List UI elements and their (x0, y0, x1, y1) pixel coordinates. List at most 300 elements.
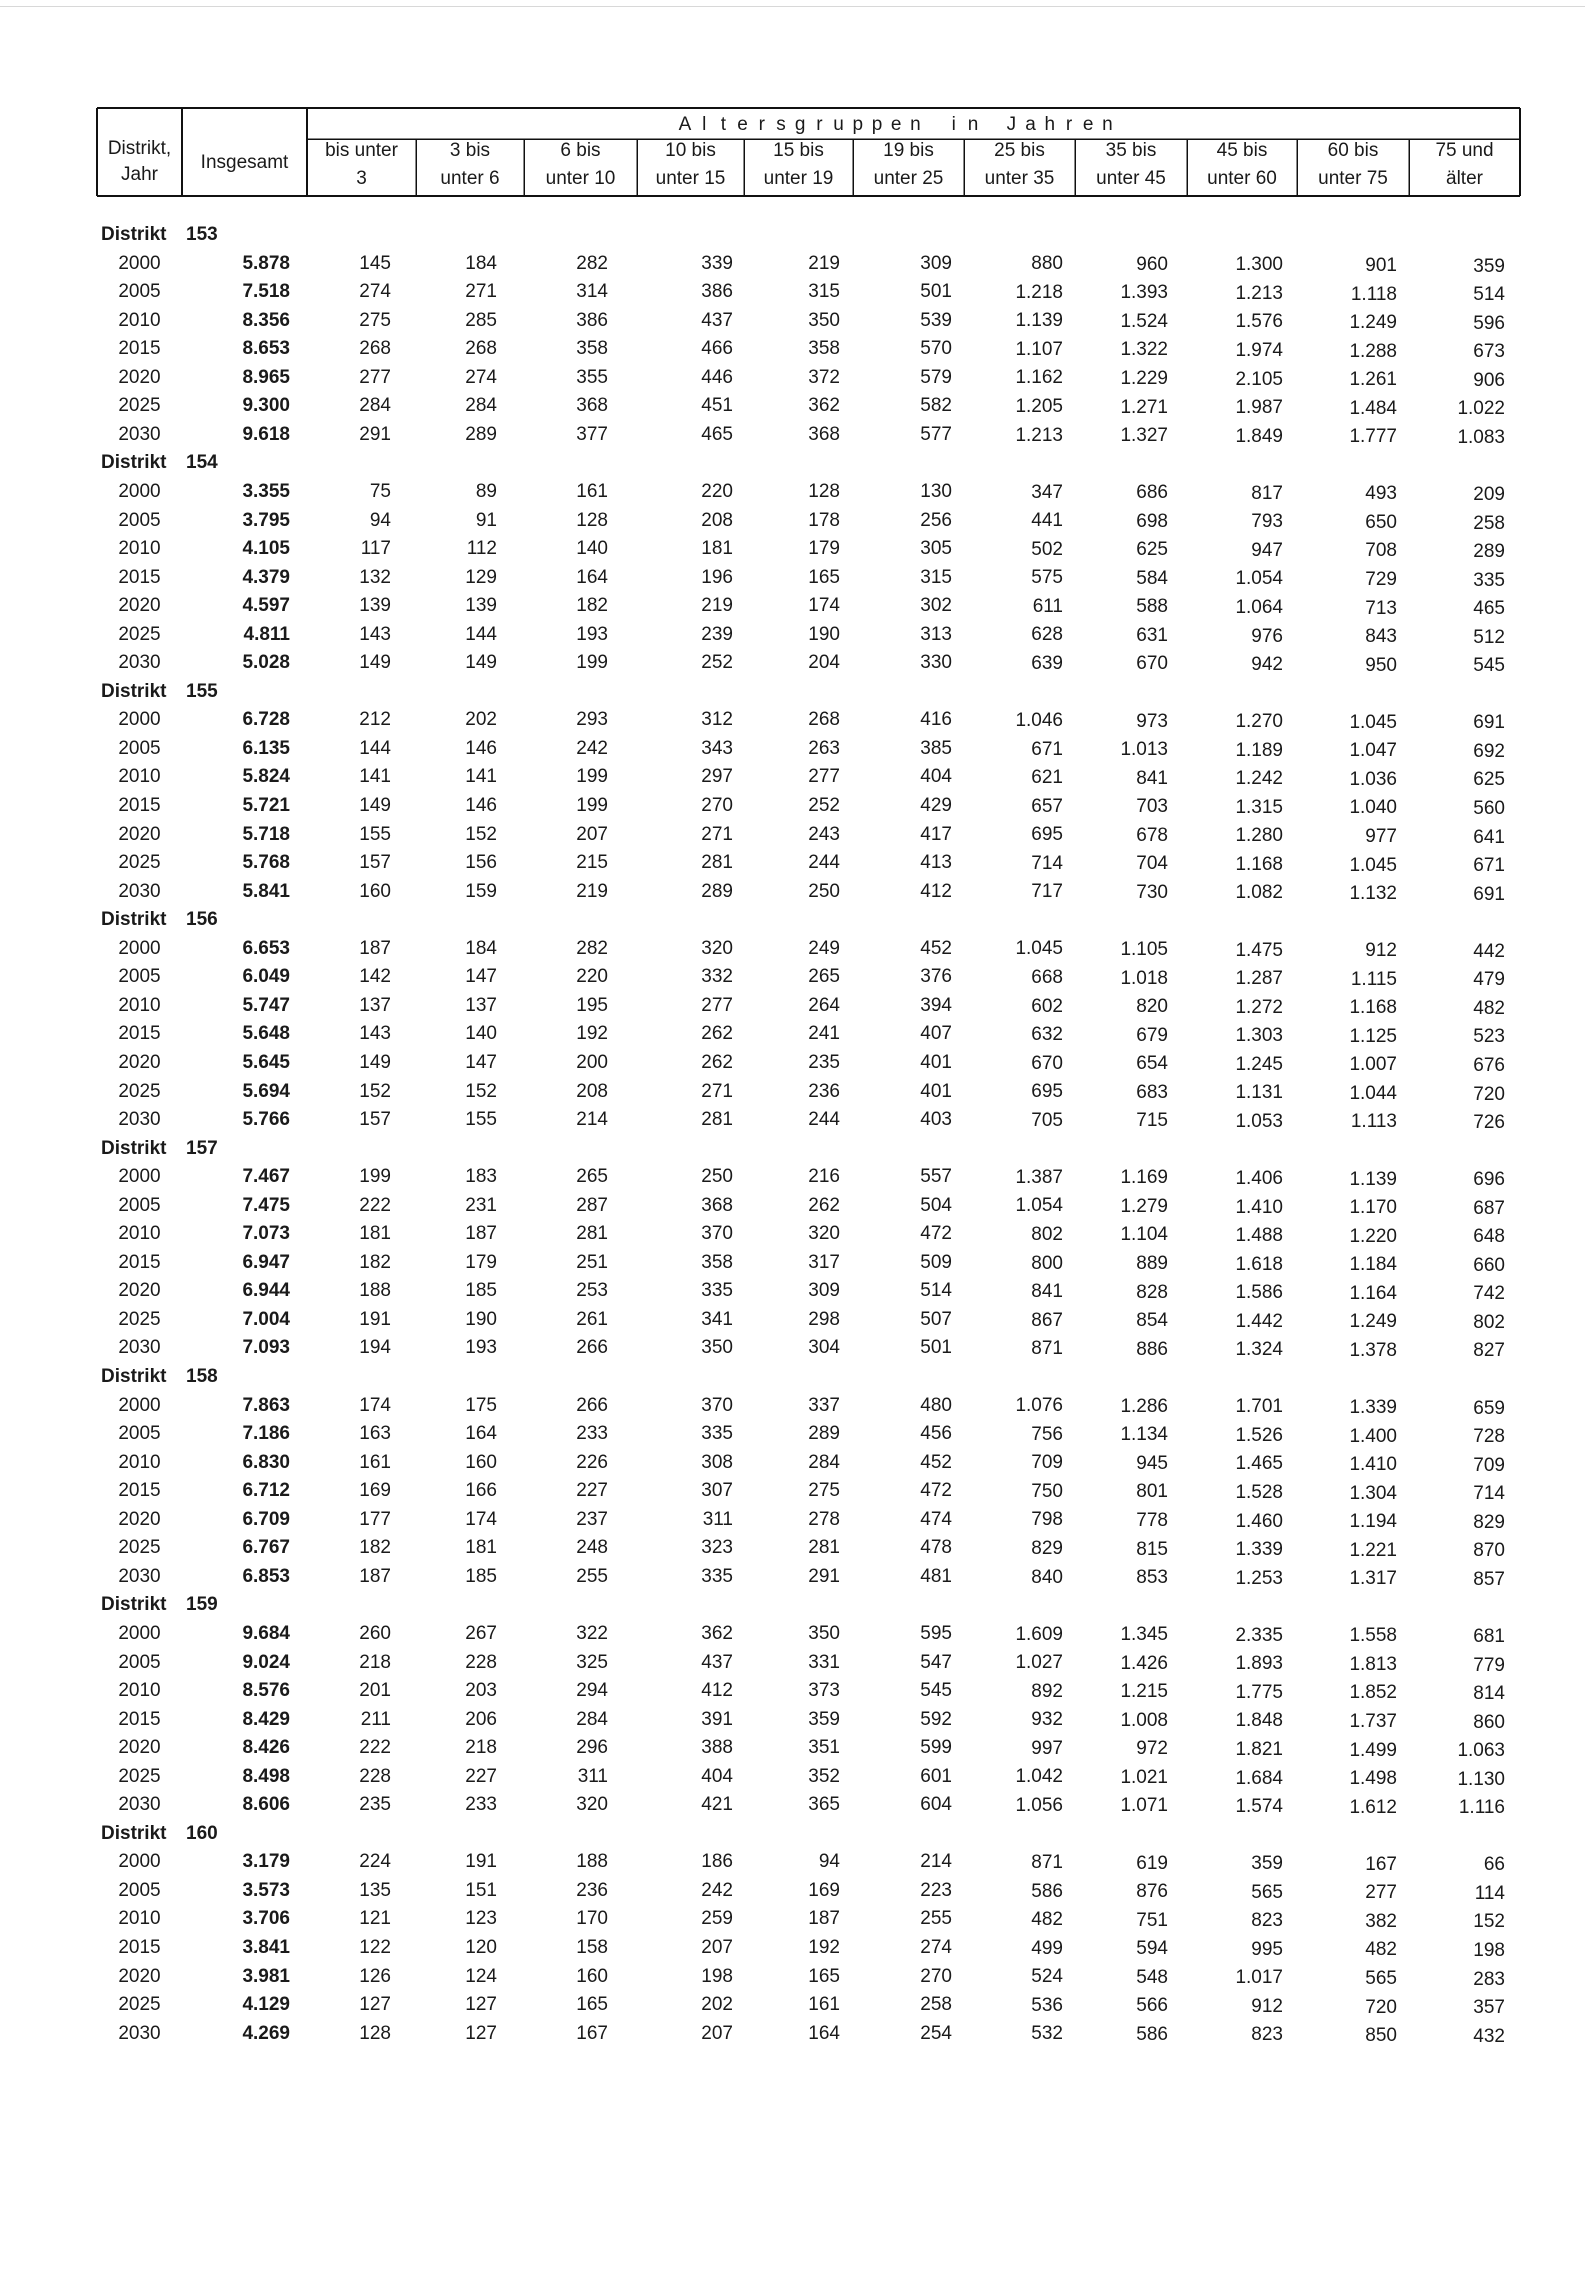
row-total: 3.355 (242, 480, 290, 502)
header-age-column-line2: unter 60 (1207, 168, 1277, 189)
row-age-value: 671 (1473, 855, 1505, 877)
row-age-value: 281 (808, 1537, 840, 1559)
row-age-value: 601 (920, 1765, 952, 1787)
row-age-value: 182 (359, 1251, 391, 1273)
row-age-value: 186 (701, 1851, 733, 1873)
row-year: 2005 (118, 737, 161, 759)
row-age-value: 394 (920, 994, 952, 1016)
row-age-value: 1.105 (1120, 938, 1168, 960)
row-age-value: 227 (465, 1765, 497, 1787)
row-total: 7.863 (242, 1394, 290, 1416)
header-age-groups-title-letter: u (833, 114, 844, 135)
row-age-value: 412 (920, 880, 952, 902)
row-age-value: 121 (359, 1908, 391, 1930)
row-age-value: 252 (701, 652, 733, 674)
row-age-value: 271 (701, 823, 733, 845)
row-age-value: 226 (576, 1451, 608, 1473)
row-age-value: 1.125 (1349, 1025, 1397, 1047)
row-age-value: 152 (465, 1080, 497, 1102)
row-total: 4.129 (242, 1994, 290, 2016)
row-age-value: 126 (359, 1965, 391, 1987)
row-year: 2030 (118, 2022, 161, 2044)
row-age-value: 639 (1031, 652, 1063, 674)
row-age-value: 886 (1136, 1338, 1168, 1360)
row-age-value: 220 (701, 480, 733, 502)
row-year: 2025 (118, 1994, 161, 2016)
row-age-value: 1.612 (1349, 1796, 1397, 1818)
row-total: 9.684 (242, 1622, 290, 1644)
row-age-value: 1.442 (1235, 1310, 1283, 1332)
row-age-value: 1.194 (1349, 1511, 1397, 1533)
row-year: 2020 (118, 1737, 161, 1759)
header-district-year-line2: Jahr (121, 164, 158, 185)
row-age-value: 266 (576, 1337, 608, 1359)
row-age-value: 1.046 (1015, 710, 1063, 732)
row-total: 7.004 (242, 1308, 290, 1330)
row-age-value: 339 (701, 252, 733, 274)
row-age-value: 932 (1031, 1709, 1063, 1731)
row-total: 4.811 (243, 623, 290, 645)
row-age-value: 876 (1136, 1881, 1168, 1903)
row-age-value: 867 (1031, 1309, 1063, 1331)
row-age-value: 317 (808, 1251, 840, 1273)
row-age-value: 309 (808, 1280, 840, 1302)
row-age-value: 1.345 (1120, 1624, 1168, 1646)
row-age-value: 262 (701, 1051, 733, 1073)
row-age-value: 179 (808, 538, 840, 560)
row-age-value: 382 (1365, 1910, 1397, 1932)
row-age-value: 190 (808, 623, 840, 645)
row-age-value: 239 (701, 623, 733, 645)
row-age-value: 391 (701, 1708, 733, 1730)
row-age-value: 1.113 (1350, 1111, 1397, 1133)
row-age-value: 223 (920, 1879, 952, 1901)
row-age-value: 901 (1365, 254, 1397, 276)
row-age-value: 545 (1473, 655, 1505, 677)
row-age-value: 1.270 (1235, 711, 1283, 733)
row-age-value: 1.013 (1120, 739, 1168, 761)
row-year: 2005 (118, 1194, 161, 1216)
row-age-value: 416 (920, 709, 952, 731)
row-total: 6.944 (242, 1280, 290, 1302)
row-age-value: 2.335 (1235, 1624, 1283, 1646)
row-age-value: 678 (1136, 824, 1168, 846)
row-age-value: 144 (359, 737, 391, 759)
row-age-value: 945 (1136, 1452, 1168, 1474)
district-number: 155 (186, 680, 218, 702)
row-age-value: 152 (359, 1080, 391, 1102)
row-total: 5.878 (242, 252, 290, 274)
row-age-value: 255 (576, 1565, 608, 1587)
row-age-value: 599 (920, 1737, 952, 1759)
row-age-value: 224 (359, 1851, 391, 1873)
row-age-value: 912 (1251, 1995, 1283, 2017)
row-age-value: 742 (1473, 1283, 1505, 1305)
row-total: 5.028 (242, 652, 290, 674)
row-age-value: 478 (920, 1537, 952, 1559)
row-age-value: 241 (808, 1023, 840, 1045)
row-age-value: 1.071 (1120, 1795, 1168, 1817)
row-age-value: 211 (360, 1708, 391, 1730)
row-age-value: 1.040 (1349, 797, 1397, 819)
row-age-value: 827 (1473, 1340, 1505, 1362)
row-age-value: 147 (465, 966, 497, 988)
row-age-value: 347 (1031, 481, 1063, 503)
row-age-value: 1.410 (1235, 1196, 1283, 1218)
row-age-value: 233 (465, 1794, 497, 1816)
row-age-value: 195 (576, 994, 608, 1016)
row-age-value: 302 (920, 595, 952, 617)
row-age-value: 1.229 (1120, 367, 1168, 389)
row-age-value: 215 (576, 852, 608, 874)
header-age-groups-title-letter: e (1082, 114, 1094, 135)
row-total: 7.073 (242, 1223, 290, 1245)
row-age-value: 1.339 (1235, 1539, 1283, 1561)
row-age-value: 236 (808, 1080, 840, 1102)
row-age-value: 289 (1473, 541, 1505, 563)
row-age-value: 287 (576, 1194, 608, 1216)
row-year: 2025 (118, 623, 161, 645)
row-year: 2025 (118, 852, 161, 874)
row-age-value: 343 (701, 737, 733, 759)
row-total: 8.356 (242, 309, 290, 331)
row-total: 7.467 (242, 1166, 290, 1188)
district-number: 154 (186, 452, 218, 474)
row-age-value: 373 (808, 1680, 840, 1702)
row-age-value: 1.400 (1349, 1425, 1397, 1447)
row-age-value: 155 (465, 1109, 497, 1131)
row-age-value: 277 (701, 994, 733, 1016)
row-age-value: 307 (701, 1480, 733, 1502)
row-age-value: 265 (576, 1166, 608, 1188)
row-age-value: 258 (920, 1994, 952, 2016)
header-age-column-line1: 45 bis (1216, 140, 1268, 161)
row-age-value: 565 (1251, 1881, 1283, 1903)
row-age-value: 1.018 (1120, 967, 1168, 989)
row-age-value: 161 (808, 1994, 840, 2016)
row-total: 6.049 (242, 966, 290, 988)
row-age-value: 465 (1473, 598, 1505, 620)
row-age-value: 187 (359, 1565, 391, 1587)
row-year: 2015 (118, 1251, 161, 1273)
row-age-value: 386 (701, 281, 733, 303)
row-total: 3.573 (242, 1879, 290, 1901)
row-age-value: 501 (920, 281, 952, 303)
row-year: 2020 (118, 1051, 161, 1073)
row-age-value: 166 (465, 1480, 497, 1502)
row-age-value: 577 (920, 423, 952, 445)
header-age-groups-title-letter: e (737, 114, 748, 135)
row-age-value: 1.027 (1015, 1652, 1063, 1674)
row-age-value: 1.054 (1015, 1195, 1063, 1217)
row-age-value: 814 (1473, 1683, 1505, 1705)
row-age-value: 650 (1365, 511, 1397, 533)
row-age-value: 311 (577, 1765, 608, 1787)
row-age-value: 823 (1251, 2024, 1283, 2046)
row-year: 2010 (118, 1451, 161, 1473)
row-total: 4.597 (242, 595, 290, 617)
row-age-value: 1.107 (1015, 338, 1063, 360)
row-year: 2000 (118, 709, 161, 731)
row-total: 6.135 (242, 737, 290, 759)
row-age-value: 441 (1031, 510, 1063, 532)
header-age-column-line1: 60 bis (1327, 140, 1379, 161)
row-year: 2000 (118, 480, 161, 502)
row-age-value: 628 (1031, 624, 1063, 646)
row-year: 2020 (118, 1965, 161, 1987)
row-age-value: 1.526 (1235, 1424, 1283, 1446)
row-age-value: 313 (920, 623, 952, 645)
row-age-value: 160 (359, 880, 391, 902)
row-age-value: 289 (701, 880, 733, 902)
row-age-value: 124 (465, 1965, 497, 1987)
row-age-value: 840 (1031, 1566, 1063, 1588)
row-total: 4.269 (242, 2022, 290, 2044)
row-age-value: 1.007 (1349, 1054, 1397, 1076)
row-age-value: 135 (359, 1879, 391, 1901)
row-age-value: 320 (576, 1794, 608, 1816)
row-total: 4.105 (242, 538, 290, 560)
row-age-value: 235 (359, 1794, 391, 1816)
row-year: 2025 (118, 1765, 161, 1787)
row-age-value: 294 (576, 1680, 608, 1702)
row-age-value: 206 (465, 1708, 497, 1730)
row-age-value: 362 (808, 395, 840, 417)
row-age-value: 1.528 (1235, 1482, 1283, 1503)
row-age-value: 129 (465, 566, 497, 588)
row-age-value: 284 (576, 1708, 608, 1730)
district-number: 157 (186, 1137, 218, 1159)
row-age-value: 412 (701, 1680, 733, 1702)
row-age-value: 293 (576, 709, 608, 731)
row-age-value: 466 (701, 338, 733, 360)
row-age-value: 499 (1031, 1937, 1063, 1959)
row-age-value: 222 (359, 1737, 391, 1759)
row-age-value: 242 (576, 737, 608, 759)
row-age-value: 584 (1136, 567, 1168, 589)
row-total: 7.186 (242, 1423, 290, 1445)
row-age-value: 178 (808, 509, 840, 531)
row-age-value: 1.618 (1235, 1253, 1283, 1275)
row-age-value: 1.271 (1120, 396, 1168, 418)
row-age-value: 386 (576, 309, 608, 331)
row-age-value: 611 (1032, 595, 1063, 617)
row-age-value: 94 (818, 1851, 840, 1873)
row-age-value: 960 (1136, 253, 1168, 275)
row-age-value: 670 (1136, 653, 1168, 675)
row-age-value: 271 (465, 281, 497, 303)
row-total: 5.648 (242, 1023, 290, 1045)
row-year: 2010 (118, 1908, 161, 1930)
row-age-value: 729 (1365, 569, 1397, 590)
row-age-value: 451 (701, 395, 733, 417)
row-age-value: 216 (808, 1166, 840, 1188)
row-age-value: 592 (920, 1708, 952, 1730)
row-age-value: 164 (576, 566, 608, 588)
row-age-value: 950 (1365, 654, 1397, 676)
row-age-value: 717 (1031, 881, 1063, 903)
row-age-value: 1.045 (1349, 854, 1397, 876)
district-label: Distrikt (101, 1594, 167, 1616)
row-age-value: 222 (359, 1194, 391, 1216)
row-age-value: 128 (359, 2022, 391, 2044)
header-age-groups-title-letter: p (871, 114, 883, 135)
row-year: 2015 (118, 795, 161, 816)
row-age-value: 579 (920, 366, 952, 388)
row-age-value: 320 (808, 1223, 840, 1245)
row-age-value: 358 (701, 1251, 733, 1273)
row-age-value: 2.105 (1235, 368, 1283, 390)
row-year: 2000 (118, 937, 161, 959)
row-age-value: 184 (465, 937, 497, 959)
row-year: 2015 (118, 1708, 161, 1730)
row-age-value: 335 (701, 1280, 733, 1302)
row-total: 6.767 (242, 1537, 290, 1559)
row-age-value: 359 (1473, 255, 1505, 277)
row-age-value: 237 (576, 1508, 608, 1530)
row-age-value: 147 (465, 1051, 497, 1073)
row-age-value: 539 (920, 309, 952, 331)
header-age-groups-title-letter: t (720, 114, 727, 135)
row-age-value: 823 (1251, 1910, 1283, 1932)
header-age-column-line2: 3 (356, 168, 367, 189)
row-age-value: 265 (808, 966, 840, 988)
row-age-value: 1.304 (1349, 1482, 1397, 1504)
row-age-value: 713 (1365, 597, 1397, 619)
row-age-value: 242 (701, 1879, 733, 1901)
row-age-value: 249 (808, 937, 840, 959)
row-age-value: 1.139 (1349, 1168, 1397, 1190)
row-age-value: 236 (576, 1879, 608, 1901)
row-year: 2030 (118, 423, 161, 445)
row-age-value: 570 (920, 338, 952, 360)
row-year: 2020 (118, 1508, 161, 1530)
row-age-value: 1.701 (1235, 1396, 1283, 1418)
row-age-value: 437 (701, 309, 733, 331)
row-total: 8.498 (242, 1765, 290, 1787)
row-age-value: 128 (808, 480, 840, 502)
row-age-value: 1.558 (1349, 1625, 1397, 1647)
row-age-value: 841 (1136, 767, 1168, 789)
row-year: 2020 (118, 366, 161, 388)
row-age-value: 128 (576, 509, 608, 531)
row-age-value: 161 (576, 480, 608, 502)
row-age-value: 437 (701, 1651, 733, 1673)
row-age-value: 566 (1136, 1995, 1168, 2017)
row-year: 2025 (118, 1080, 161, 1102)
row-age-value: 352 (808, 1765, 840, 1787)
row-age-value: 161 (359, 1451, 391, 1473)
row-age-value: 218 (359, 1651, 391, 1673)
row-age-value: 709 (1473, 1454, 1505, 1476)
district-label: Distrikt (101, 224, 167, 245)
row-year: 2005 (118, 966, 161, 988)
row-age-value: 977 (1365, 825, 1397, 847)
row-age-value: 456 (920, 1423, 952, 1445)
header-age-groups-title-letter: r (816, 114, 823, 135)
row-age-value: 514 (920, 1280, 952, 1302)
header-age-column-line2: unter 25 (873, 168, 944, 189)
header-age-column-line1: bis unter (325, 140, 398, 161)
row-age-value: 258 (1473, 512, 1505, 534)
row-year: 2010 (118, 538, 161, 560)
row-age-value: 750 (1031, 1480, 1063, 1502)
district-number: 159 (186, 1594, 218, 1616)
row-age-value: 170 (576, 1908, 608, 1930)
row-age-value: 1.893 (1235, 1653, 1283, 1675)
row-age-value: 296 (576, 1737, 608, 1759)
row-age-value: 127 (465, 2022, 497, 2044)
row-total: 6.947 (242, 1251, 290, 1273)
row-year: 2025 (118, 1537, 161, 1559)
row-age-value: 429 (920, 795, 952, 816)
row-age-value: 243 (808, 823, 840, 845)
row-age-value: 801 (1136, 1481, 1168, 1503)
row-year: 2025 (118, 1308, 161, 1330)
row-age-value: 187 (359, 937, 391, 959)
row-age-value: 673 (1473, 341, 1505, 363)
row-year: 2015 (118, 338, 161, 360)
row-total: 5.645 (242, 1051, 290, 1073)
row-year: 2005 (118, 1879, 161, 1901)
row-age-value: 66 (1483, 1854, 1505, 1876)
row-age-value: 548 (1136, 1966, 1168, 1988)
row-age-value: 191 (465, 1851, 497, 1873)
header-age-groups-title-letter: h (1044, 114, 1056, 135)
row-age-value: 184 (465, 252, 497, 274)
row-age-value: 94 (369, 509, 391, 531)
row-total: 6.830 (242, 1451, 290, 1473)
district-label: Distrikt (101, 452, 167, 474)
row-age-value: 359 (808, 1708, 840, 1730)
row-age-value: 182 (359, 1537, 391, 1559)
row-age-value: 274 (920, 1937, 952, 1958)
row-year: 2025 (118, 395, 161, 417)
row-year: 2030 (118, 880, 161, 902)
row-year: 2000 (118, 252, 161, 274)
row-age-value: 270 (920, 1965, 952, 1987)
row-age-value: 404 (701, 1765, 733, 1787)
row-age-value: 480 (920, 1394, 952, 1416)
row-age-value: 233 (576, 1423, 608, 1445)
row-age-value: 251 (576, 1251, 608, 1273)
row-age-value: 141 (359, 766, 391, 788)
row-age-value: 871 (1031, 1338, 1063, 1360)
row-age-value: 156 (465, 852, 497, 874)
row-age-value: 730 (1136, 881, 1168, 903)
header-age-column-line2: älter (1446, 168, 1483, 189)
row-age-value: 1.116 (1458, 1797, 1505, 1819)
row-age-value: 183 (465, 1166, 497, 1188)
row-year: 2020 (118, 1280, 161, 1302)
row-age-value: 401 (920, 1080, 952, 1102)
row-total: 3.179 (242, 1851, 290, 1873)
district-label: Distrikt (101, 1366, 167, 1387)
row-year: 2010 (118, 309, 161, 331)
row-age-value: 1.132 (1349, 883, 1397, 905)
row-total: 5.824 (242, 766, 290, 788)
row-age-value: 218 (465, 1737, 497, 1759)
row-age-value: 889 (1136, 1253, 1168, 1274)
header-age-groups-title-letter: J (1006, 114, 1017, 135)
row-age-value: 676 (1473, 1054, 1505, 1076)
row-age-value: 501 (920, 1337, 952, 1359)
row-age-value: 304 (808, 1337, 840, 1359)
row-age-value: 277 (359, 366, 391, 388)
row-age-value: 1.130 (1457, 1768, 1505, 1790)
header-age-column-line2: unter 15 (655, 168, 726, 189)
row-age-value: 275 (808, 1480, 840, 1502)
